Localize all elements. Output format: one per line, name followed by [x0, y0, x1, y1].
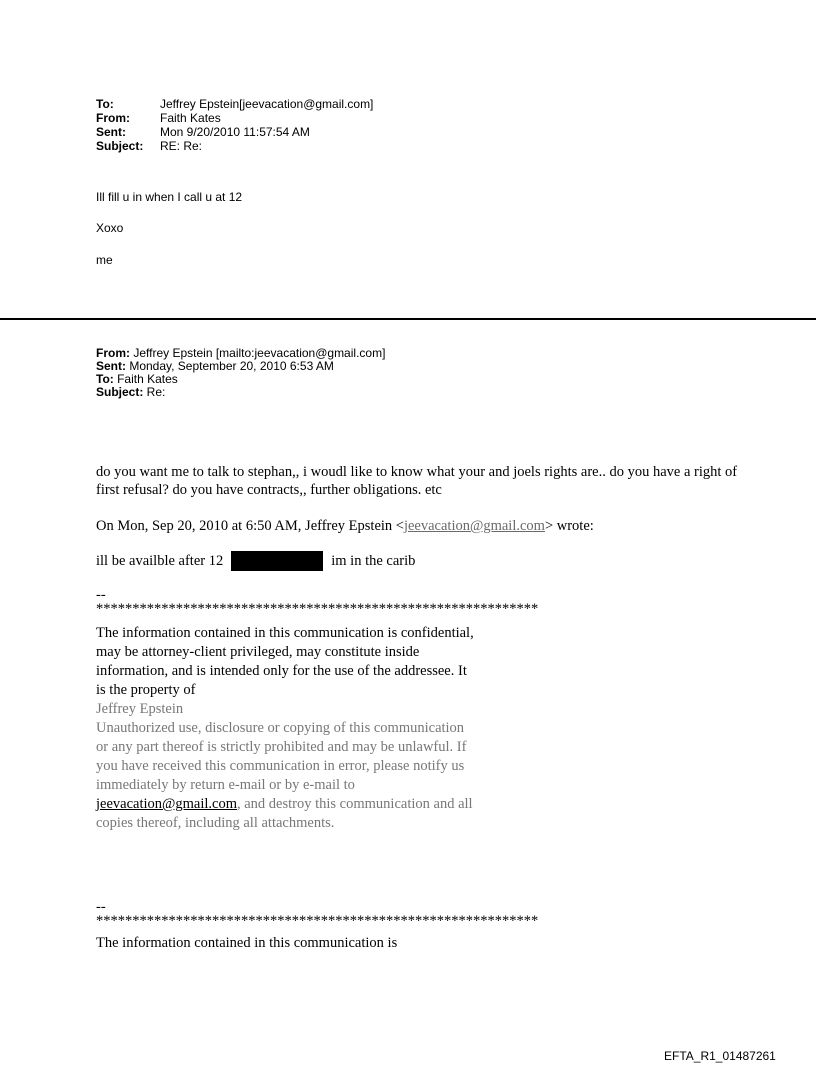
reply-line-2: Xoxo	[96, 221, 124, 235]
quoted-sent-value: Monday, September 20, 2010 6:53 AM	[126, 359, 334, 373]
reply-line-1: Ill fill u in when I call u at 12	[96, 190, 243, 204]
quoted-sent-label: Sent:	[96, 359, 126, 373]
reply-line-3: me	[96, 253, 113, 267]
signature2-dashes: --	[96, 899, 106, 915]
disclaimer-grey: Unauthorized use, disclosure or copying of this communication or any part thereof is strictly prohibited and may be unlawful. If you have received this communication in error, please notify us immediately by return e-mail or by e-mail to	[96, 720, 467, 793]
wrote-suffix: > wrote:	[544, 518, 594, 534]
subject-value: RE: Re:	[160, 139, 203, 153]
disclaimer-email-link[interactable]: jeevacation@gmail.com	[96, 796, 237, 812]
quoted-subject-row	[96, 386, 385, 399]
wrote-email-link[interactable]: jeevacation@gmail.com	[403, 518, 545, 534]
signature2-stars: *************************************************************	[96, 913, 539, 929]
disclaimer-name: Jeffrey Epstein	[96, 701, 184, 717]
from-value: Faith Kates	[160, 111, 221, 125]
to-label: To:	[96, 97, 114, 111]
quoted-from-label: From:	[96, 346, 130, 360]
document-id: EFTA_R1_01487261	[664, 1049, 776, 1063]
avail-before: ill be availble after 12	[96, 553, 224, 569]
sent-label: Sent:	[96, 125, 126, 139]
disclaimer	[96, 624, 476, 833]
signature-dashes: --	[96, 587, 106, 603]
quoted-to-label: To:	[96, 372, 114, 386]
quoted-from-value: Jeffrey Epstein [mailto:jeevacation@gmail.com]	[130, 346, 386, 360]
redaction-box	[231, 551, 323, 571]
quoted-subject-label: Subject:	[96, 385, 144, 399]
from-row	[96, 111, 373, 125]
avail-after: im in the carib	[331, 553, 416, 569]
wrote-line	[96, 517, 594, 535]
availability-line	[96, 551, 415, 571]
subject-row	[96, 139, 373, 153]
quoted-header	[96, 347, 385, 399]
separator-rule	[0, 318, 816, 320]
sent-value: Mon 9/20/2010 11:57:54 AM	[160, 125, 310, 139]
signature2-text: The information contained in this communication is	[96, 935, 398, 951]
quoted-to-value: Faith Kates	[113, 372, 178, 386]
disclaimer-black: The information contained in this communication is confidential, may be attorney-client privileged, may constitute inside information, and is intended only for the use of the addressee. It is the property of	[96, 625, 474, 698]
email-header	[96, 97, 373, 153]
wrote-prefix: On Mon, Sep 20, 2010 at 6:50 AM, Jeffrey Epstein <	[96, 518, 404, 534]
quoted-subject-value: Re:	[143, 385, 166, 399]
disclaimer-grey-end: , and destroy this communication and all copies thereof, including all attachments.	[96, 796, 473, 831]
from-label: From:	[96, 111, 130, 125]
to-row	[96, 97, 373, 111]
quoted-paragraph: do you want me to talk to stephan,, i woudl like to know what your and joels rights are.. do you have a right of first refusal? do you have contracts,, further obligations. etc	[96, 464, 738, 498]
subject-label: Subject:	[96, 139, 144, 153]
signature-stars: *************************************************************	[96, 601, 539, 617]
to-value: Jeffrey Epstein[jeevacation@gmail.com]	[160, 97, 374, 111]
sent-row	[96, 125, 373, 139]
